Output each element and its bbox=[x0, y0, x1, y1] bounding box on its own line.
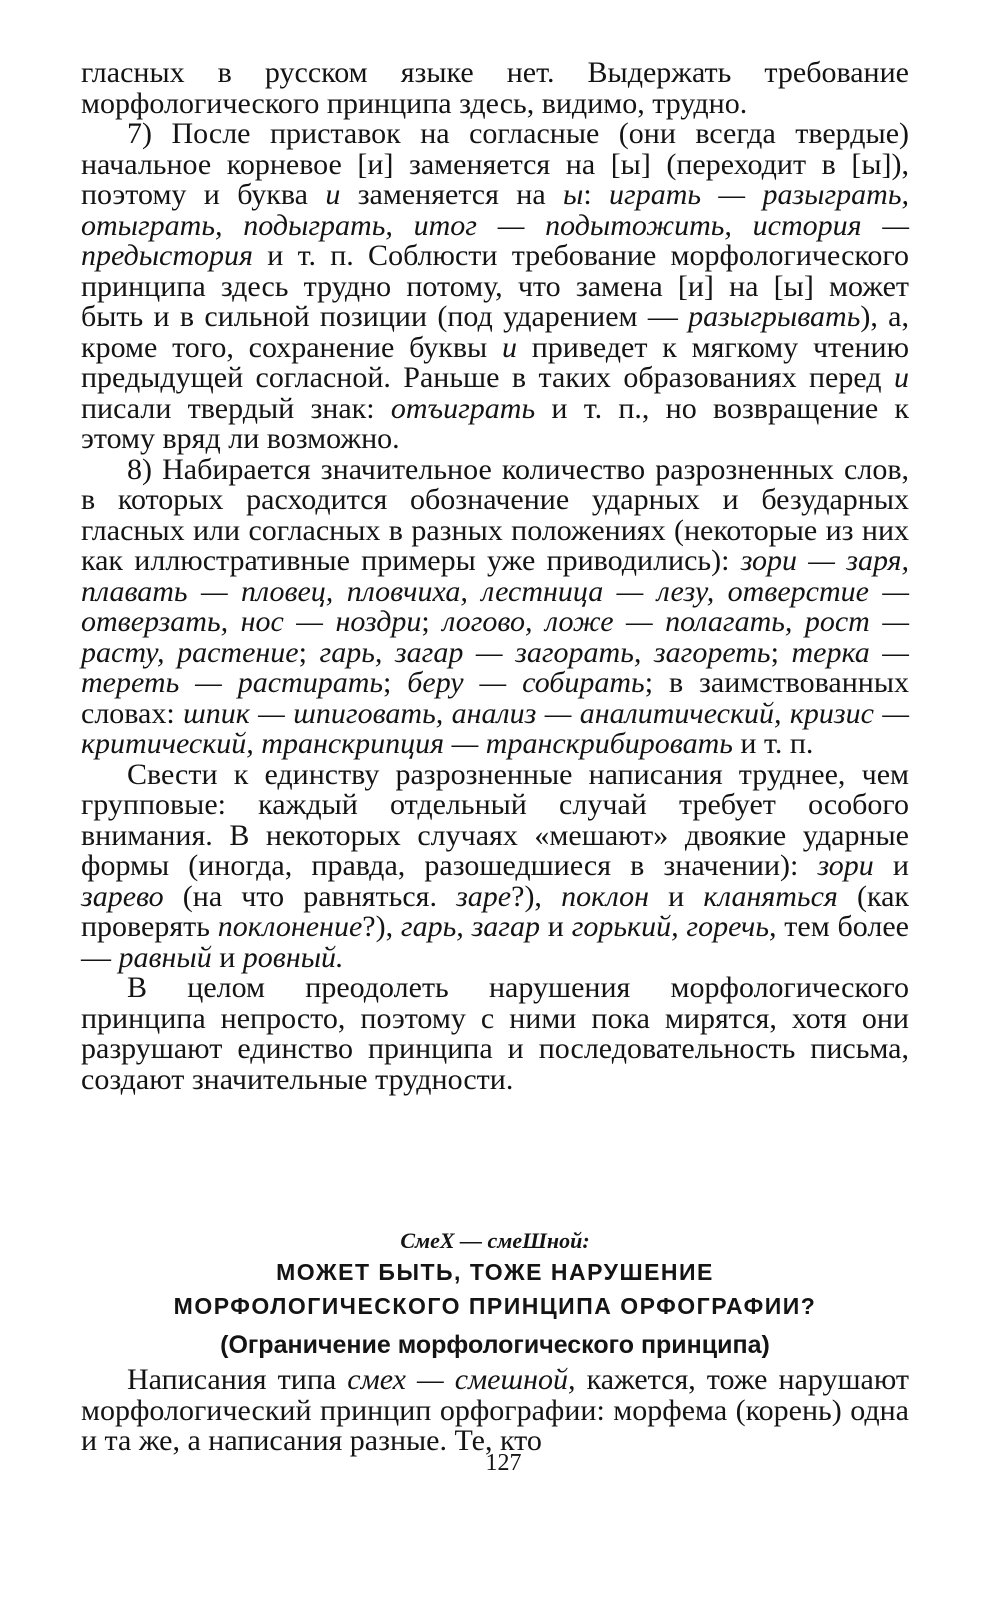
italic-example: отъиграть bbox=[390, 391, 536, 425]
paragraph bbox=[81, 1365, 909, 1457]
text-run: ?), bbox=[511, 879, 562, 913]
text-run: заменяется на bbox=[340, 178, 564, 211]
text-run: и т. п., но возвращение к этому вряд ли возможно. bbox=[81, 391, 909, 455]
text-run: ; в заимствованных словах: bbox=[81, 666, 909, 730]
italic-example: зори — заря, плавать — пловец, пловчиха, лестница — лезу, отверстие — отверзать, нос — ноздри bbox=[81, 544, 909, 638]
text-run: ; bbox=[770, 635, 792, 669]
text-run: гласных в русском языке нет. Выдержать требование морфологического принципа здесь, видимо, трудно. bbox=[81, 56, 909, 120]
text-run: ), а, кроме того, сохранение буквы bbox=[81, 300, 909, 364]
italic-example: зори bbox=[817, 849, 874, 882]
text-run: : bbox=[583, 178, 610, 211]
italic-example: ровный. bbox=[242, 940, 344, 974]
italic-example: равный bbox=[118, 940, 212, 974]
text-run: Написания типа bbox=[127, 1363, 348, 1396]
text-run: В целом преодолеть нарушения морфологического принципа непросто, поэтому с ними пока мирятся, хотя они разрушают единство принципа и последовательность письма, создают значительные трудности. bbox=[81, 971, 909, 1096]
heading-subtitle: (Ограничение морфологического принципа) bbox=[220, 1331, 770, 1359]
paragraph bbox=[81, 119, 909, 455]
text-run: и bbox=[539, 910, 572, 943]
italic-example: ы bbox=[563, 178, 584, 211]
text-run: ?), bbox=[362, 910, 401, 943]
text-run: ; bbox=[421, 605, 443, 638]
page-number: 127 bbox=[485, 1450, 522, 1476]
section-heading bbox=[81, 1228, 909, 1362]
text-run: писали твердый знак: bbox=[81, 391, 391, 425]
text-run: ; bbox=[383, 666, 408, 699]
paragraph bbox=[81, 58, 909, 119]
italic-example: и bbox=[501, 330, 517, 364]
text-run: (на что равняться. bbox=[163, 879, 457, 913]
text-run: и bbox=[649, 879, 704, 913]
italic-example: логово, ложе — полагать, рост — расту, растение bbox=[81, 605, 910, 669]
text-run: 8) Набирается значительное количество разрозненных слов, в которых расходится обозначение ударных и безударных гласных или согласных в разных положениях (некоторые из них как иллюстративные примеры уже приводились): bbox=[81, 452, 909, 577]
italic-example: шпик — шпиговать, анализ — аналитический, кризис — критический, транскрипция — транскрибировать bbox=[81, 696, 909, 760]
italic-example: поклонение bbox=[217, 910, 363, 943]
italic-example: разыгрывать bbox=[688, 300, 861, 333]
text-run: кажется, тоже нарушают морфологический принцип орфографии: морфема (корень) одна и та же, а написания разные. Те, кто bbox=[81, 1363, 909, 1457]
paragraph bbox=[81, 973, 909, 1095]
italic-example: гарь, загар bbox=[400, 910, 540, 943]
italic-example: гарь, загар — загорать, загореть bbox=[319, 635, 771, 669]
body-text bbox=[81, 58, 909, 1095]
text-run: 7) После приставок на согласные (они всегда твердые) начальное корневое [и] заменяется на [ы] (переходит в [ы]), поэтому и буква bbox=[81, 117, 909, 211]
italic-example: и bbox=[894, 361, 909, 394]
italic-example: терка — тереть — растирать bbox=[81, 635, 909, 699]
text-run: (как проверять bbox=[81, 879, 909, 943]
italic-example: играть — разыграть, отыграть, подыграть, итог — подытожить, история — предыстория bbox=[81, 178, 909, 272]
text-run: и bbox=[211, 940, 243, 974]
text-run: и т. п. bbox=[732, 727, 814, 760]
heading-title-line-2: МОРФОЛОГИЧЕСКОГО ПРИНЦИПА ОРФОГРАФИИ? bbox=[173, 1293, 817, 1319]
text-run: Свести к единству разрозненные написания труднее, чем групповые: каждый отдельный случай требует особого внимания. В некоторых случаях «мешают» двоякие ударные формы (иногда, правда, разошедшиеся в значении): bbox=[81, 757, 909, 882]
italic-example: поклон bbox=[561, 879, 650, 913]
paragraph bbox=[81, 452, 910, 760]
italic-example: заре bbox=[456, 879, 512, 913]
text-run: и т. п. Соблюсти требование морфологического принципа здесь трудно потому, что замена [и] на [ы] может быть и в сильной позиции (под ударением — bbox=[81, 239, 909, 333]
section-intro-text bbox=[81, 1365, 909, 1457]
paragraph bbox=[81, 757, 910, 974]
text-run: и bbox=[873, 849, 909, 882]
text-run: тем более — bbox=[81, 910, 910, 974]
italic-example: смех — смешной, bbox=[347, 1363, 576, 1396]
italic-example: зарево bbox=[81, 879, 164, 913]
italic-example: кланяться bbox=[703, 879, 838, 913]
italic-example: горький, горечь, bbox=[571, 910, 777, 943]
text-run: ; bbox=[298, 635, 320, 669]
heading-italic-line: СмеХ — смеШной: bbox=[400, 1228, 590, 1253]
heading-title-line-1: МОЖЕТ БЫТЬ, ТОЖЕ НАРУШЕНИЕ bbox=[276, 1259, 714, 1285]
italic-example: беру — собирать bbox=[407, 666, 645, 699]
text-run: приведет к мягкому чтению предыдущей согласной. Раньше в таких образованиях перед bbox=[81, 330, 909, 394]
italic-example: и bbox=[325, 178, 341, 211]
